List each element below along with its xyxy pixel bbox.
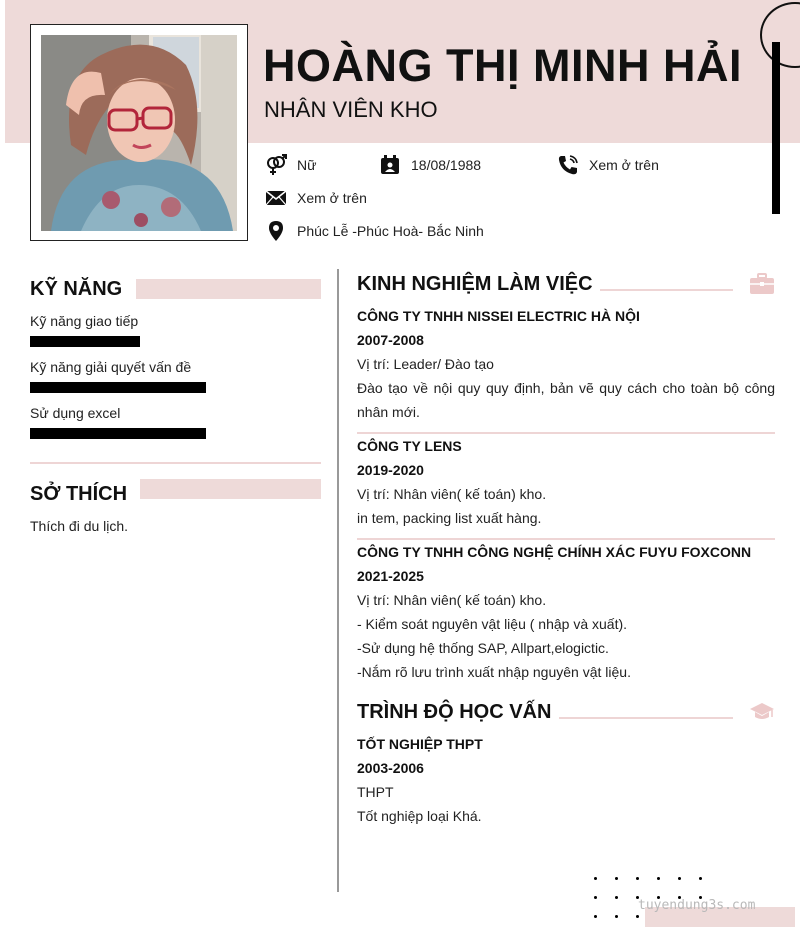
experience-title-line xyxy=(600,289,733,291)
decorative-dot xyxy=(594,877,597,880)
email-info xyxy=(265,187,367,209)
decorative-bar xyxy=(772,42,780,214)
phone-value: Xem ở trên xyxy=(589,157,659,173)
location-pin-icon xyxy=(265,220,287,242)
job-years: 2019-2020 xyxy=(357,462,424,478)
decorative-dot xyxy=(615,896,618,899)
job-description-line: in tem, packing list xuất hàng. xyxy=(357,510,542,526)
decorative-dot xyxy=(678,877,681,880)
birthdate-value: 18/08/1988 xyxy=(411,157,482,173)
education-note: Tốt nghiệp loại Khá. xyxy=(357,808,482,824)
job-position: Vị trí: Nhân viên( kế toán) kho. xyxy=(357,486,547,502)
gender-info xyxy=(265,154,316,176)
experience-title: KINH NGHIỆM LÀM VIỆC xyxy=(357,273,593,295)
hobbies-text: Thích đi du lịch. xyxy=(30,518,129,534)
job-company: CÔNG TY LENS xyxy=(357,438,462,454)
skill-label: Kỹ năng giải quyết vấn đề xyxy=(30,359,192,375)
education-years: 2003-2006 xyxy=(357,760,424,776)
job-years: 2007-2008 xyxy=(357,332,424,348)
decorative-dot xyxy=(699,877,702,880)
job-position: Vị trí: Leader/ Đào tạo xyxy=(357,356,494,372)
decorative-dot xyxy=(615,877,618,880)
job-divider xyxy=(357,538,775,540)
job-years: 2021-2025 xyxy=(357,568,424,584)
column-divider xyxy=(337,269,339,892)
skill-bar xyxy=(30,336,140,347)
skill-bar xyxy=(30,382,206,393)
gender-icon xyxy=(265,154,287,176)
address-value: Phúc Lễ -Phúc Hoà- Bắc Ninh xyxy=(297,223,484,239)
skill-bar xyxy=(30,428,206,439)
watermark: tuyendung3s.com xyxy=(638,898,756,913)
phone-icon xyxy=(557,154,579,176)
profile-photo-frame xyxy=(30,24,248,241)
email-value: Xem ở trên xyxy=(297,190,367,206)
gender-value: Nữ xyxy=(297,157,317,173)
briefcase-icon xyxy=(749,273,775,300)
education-title-line xyxy=(559,717,733,719)
job-description: Đào tạo về nội quy quy định, bản vẽ quy cách cho toàn bộ công nhân mới. xyxy=(357,380,775,420)
birthdate-info xyxy=(379,154,481,176)
job-divider xyxy=(357,432,775,434)
job-description-line: - Kiểm soát nguyên vật liệu ( nhập và xuất). xyxy=(357,616,628,632)
calendar-icon xyxy=(379,154,401,176)
skills-title: KỸ NĂNG xyxy=(30,278,123,300)
job-title: NHÂN VIÊN KHO xyxy=(264,97,438,122)
skill-label: Kỹ năng giao tiếp xyxy=(30,313,139,329)
section-divider xyxy=(30,462,321,464)
job-description-line: -Sử dụng hệ thống SAP, Allpart,elogictic. xyxy=(357,640,609,656)
hobbies-title: SỞ THÍCH xyxy=(30,483,128,505)
graduation-cap-icon xyxy=(749,701,775,728)
job-company: CÔNG TY TNHH CÔNG NGHỆ CHÍNH XÁC FUYU FOXCONN xyxy=(357,544,752,560)
skill-label: Sử dụng excel xyxy=(30,405,121,421)
decorative-dot xyxy=(594,896,597,899)
decorative-dot xyxy=(636,915,639,918)
skills-title-accent xyxy=(136,279,321,299)
job-description-line: -Nắm rõ lưu trình xuất nhập nguyên vật liệu. xyxy=(357,664,631,680)
education-degree: TỐT NGHIỆP THPT xyxy=(357,736,483,752)
job-position: Vị trí: Nhân viên( kế toán) kho. xyxy=(357,592,547,608)
decorative-dot xyxy=(657,877,660,880)
decorative-dot xyxy=(594,915,597,918)
hobbies-title-accent xyxy=(140,479,321,499)
envelope-icon xyxy=(265,187,287,209)
job-company: CÔNG TY TNHH NISSEI ELECTRIC HÀ NỘI xyxy=(357,308,640,324)
profile-photo xyxy=(41,35,237,231)
candidate-name: HOÀNG THỊ MINH HẢI xyxy=(263,40,742,91)
phone-info xyxy=(557,154,659,176)
education-title: TRÌNH ĐỘ HỌC VẤN xyxy=(357,701,552,723)
decorative-dot xyxy=(636,877,639,880)
education-school: THPT xyxy=(357,784,394,800)
decorative-dot xyxy=(615,915,618,918)
address-info xyxy=(265,220,484,242)
